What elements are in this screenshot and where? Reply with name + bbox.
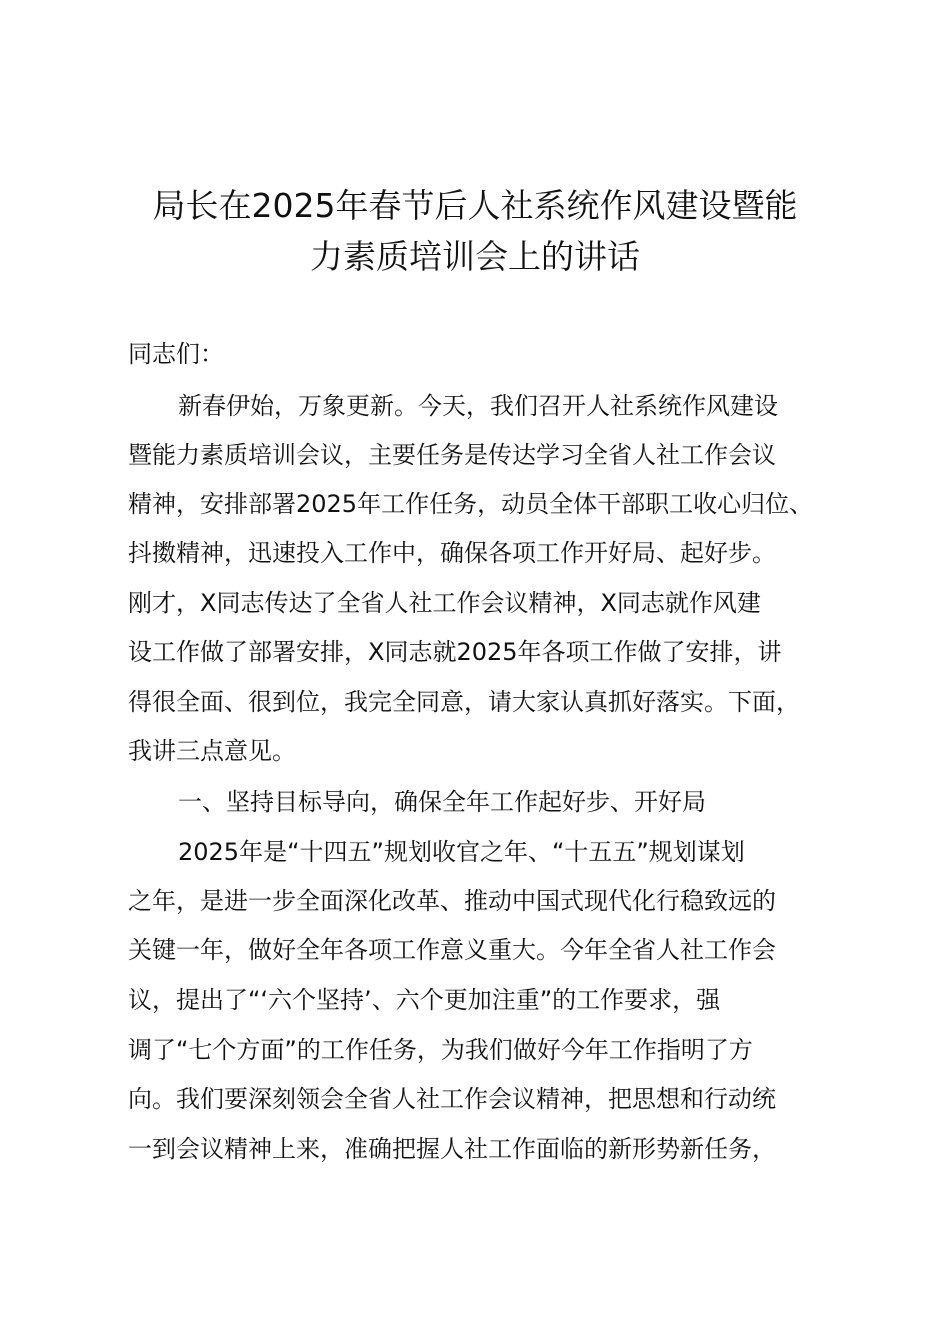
paragraph-line: 2025年是“十四五”规划收官之年、“十五五”规划谋划: [178, 838, 745, 866]
paragraph-line: 调了“七个方面”的工作任务，为我们做好今年工作指明了方: [128, 1036, 753, 1064]
document-title-line-1: 局长在2025年春节后人社系统作风建设暨能: [152, 186, 798, 225]
paragraph-line: 设工作做了部署安排，X同志就2025年各项工作做了安排，讲: [128, 638, 782, 666]
salutation: 同志们：: [128, 340, 224, 368]
paragraph-line: 我讲三点意见。: [128, 737, 296, 765]
paragraph-line: 一到会议精神上来，准确把握人社工作面临的新形势新任务，: [128, 1135, 776, 1163]
paragraph-line: 向。我们要深刻领会全省人社工作会议精神，把思想和行动统: [128, 1085, 776, 1113]
paragraph-line: 刚才，X同志传达了全省人社工作会议精神，X同志就作风建: [128, 589, 761, 617]
section-heading: 一、坚持目标导向，确保全年工作起好步、开好局: [178, 788, 706, 816]
paragraph-line: 新春伊始，万象更新。今天，我们召开人社系统作风建设: [178, 392, 778, 420]
paragraph-line: 精神，安排部署2025年工作任务，动员全体干部职工收心归位、: [128, 490, 814, 518]
paragraph-line: 暨能力素质培训会议，主要任务是传达学习全省人社工作会议: [128, 441, 776, 469]
paragraph-line: 之年，是进一步全面深化改革、推动中国式现代化行稳致远的: [128, 887, 776, 915]
paragraph-line: 得很全面、很到位，我完全同意，请大家认真抓好落实。下面，: [128, 688, 800, 716]
paragraph-line: 议，提出了“‘六个坚持’、六个更加注重”的工作要求，强: [128, 986, 721, 1014]
document-title-line-2: 力素质培训会上的讲话: [310, 237, 640, 276]
paragraph-line: 关键一年，做好全年各项工作意义重大。今年全省人社工作会: [128, 936, 776, 964]
paragraph-line: 抖擞精神，迅速投入工作中，确保各项工作开好局、起好步。: [128, 539, 776, 567]
